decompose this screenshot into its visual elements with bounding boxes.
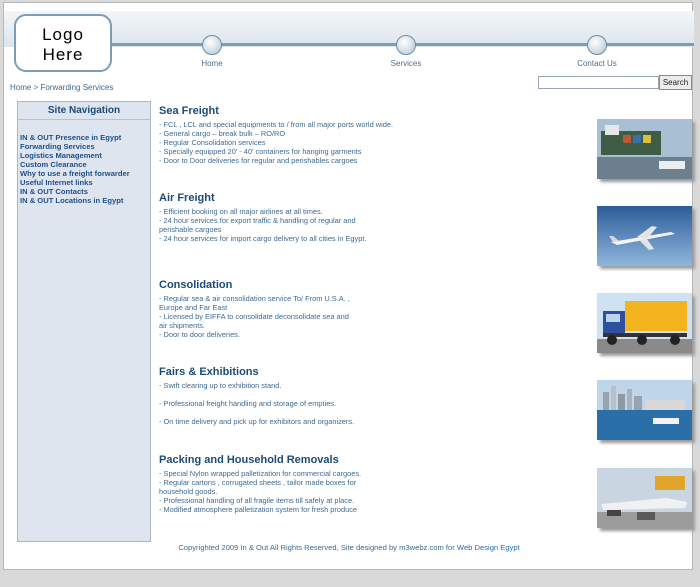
sidebar-item-links[interactable]: Useful Internet links	[20, 178, 93, 187]
nav-bubble-icon	[202, 35, 222, 55]
section-title: Fairs & Exhibitions	[159, 366, 259, 378]
nav-home[interactable]	[167, 35, 257, 68]
section-line: air shipments.	[159, 321, 206, 330]
section-line: - On time delivery and pick up for exhibitors and organizers.	[159, 417, 355, 426]
logo-line-2: Here	[42, 45, 84, 64]
nav-services[interactable]	[361, 35, 451, 68]
nav-bubble-icon	[396, 35, 416, 55]
section-line: - Efficient booking on all major airlines at all times.	[159, 207, 323, 216]
sidebar-item-logistics[interactable]: Logistics Management	[20, 151, 102, 160]
logo-line-1: Logo	[42, 25, 84, 44]
sidebar-item-presence[interactable]: IN & OUT Presence in Egypt	[20, 133, 122, 142]
sidebar-title: Site Navigation	[18, 102, 150, 120]
airplane-photo	[597, 206, 692, 266]
section-line: - Regular Consolidation services	[159, 138, 266, 147]
nav-services-label: Services	[390, 59, 422, 68]
search-input[interactable]	[538, 76, 659, 89]
section-line: - Special Nylon wrapped palletization for commercial cargoes.	[159, 469, 362, 478]
section-line: - Licensed by EIFFA to consolidate deconsolidate sea and	[159, 312, 349, 321]
section-line: perishable cargoes	[159, 225, 222, 234]
section-line: - 24 hour services for export traffic & handling of regular and	[159, 216, 356, 225]
breadcrumb[interactable]: Home > Forwarding Services	[10, 83, 114, 92]
section-title: Sea Freight	[159, 105, 219, 117]
nav-contact-label: Contact Us	[577, 59, 617, 68]
section-line: - Regular sea & air consolidation service To/ From U.S.A. ,	[159, 294, 350, 303]
section-line: Europe and Far East	[159, 303, 228, 312]
sidebar-item-customs[interactable]: Custom Clearance	[20, 160, 87, 169]
sidebar-list	[18, 133, 150, 205]
section-line: - Professional handling of all fragile items till safely at place.	[159, 496, 355, 505]
sidebar-item-forwarding[interactable]: Forwarding Services	[20, 142, 95, 151]
section-line: - Door to door deliveries.	[159, 330, 240, 339]
truck-photo	[597, 293, 692, 353]
sidebar-item-locations[interactable]: IN & OUT Locations in Egypt	[20, 196, 124, 205]
section-line: - Door to Door deliveries for regular and perishables cargoes	[159, 156, 358, 165]
section-line: - General cargo – break bulk – RO/RO	[159, 129, 286, 138]
page-frame	[3, 2, 693, 570]
footer	[4, 543, 694, 552]
sidebar	[17, 101, 151, 542]
nav-home-label: Home	[201, 59, 223, 68]
section-line: - Specially equipped 20' - 40' containers for hanging garments	[159, 147, 362, 156]
sidebar-item-why-forwarder[interactable]: Why to use a freight forwarder	[20, 169, 130, 178]
section-line: - 24 hour services for import cargo delivery to all cities in Egypt.	[159, 234, 367, 243]
section-line: - Regular cartons , corrugated sheets , tailor made boxes for	[159, 478, 357, 487]
logo[interactable]	[14, 14, 112, 72]
section-title: Packing and Household Removals	[159, 454, 339, 466]
footer-link[interactable]: Web Design Egypt	[456, 543, 520, 552]
section-title: Air Freight	[159, 192, 215, 204]
sidebar-item-contacts[interactable]: IN & OUT Contacts	[20, 187, 88, 196]
section-title: Consolidation	[159, 279, 233, 291]
cargo-ship-photo	[597, 119, 692, 179]
harbor-city-photo	[597, 380, 692, 440]
cargo-plane-loading-photo	[597, 468, 692, 528]
nav-contact-us[interactable]	[552, 35, 642, 68]
nav-bubble-icon	[587, 35, 607, 55]
section-line: household goods.	[159, 487, 218, 496]
section-line: - Swift clearing up to exhibition stand.	[159, 381, 282, 390]
footer-text: Copyrighted 2009 In & Out All Rights Reserved, Site designed by m3webz.com for	[178, 543, 455, 552]
section-line: - Professional freight handling and storage of empties.	[159, 399, 337, 408]
section-line: - Modified atmosphere palletization system for fresh produce	[159, 505, 357, 514]
section-line: - FCL , LCL and special equipments to / from all major ports world wide.	[159, 120, 393, 129]
search-button[interactable]: Search	[659, 75, 692, 90]
